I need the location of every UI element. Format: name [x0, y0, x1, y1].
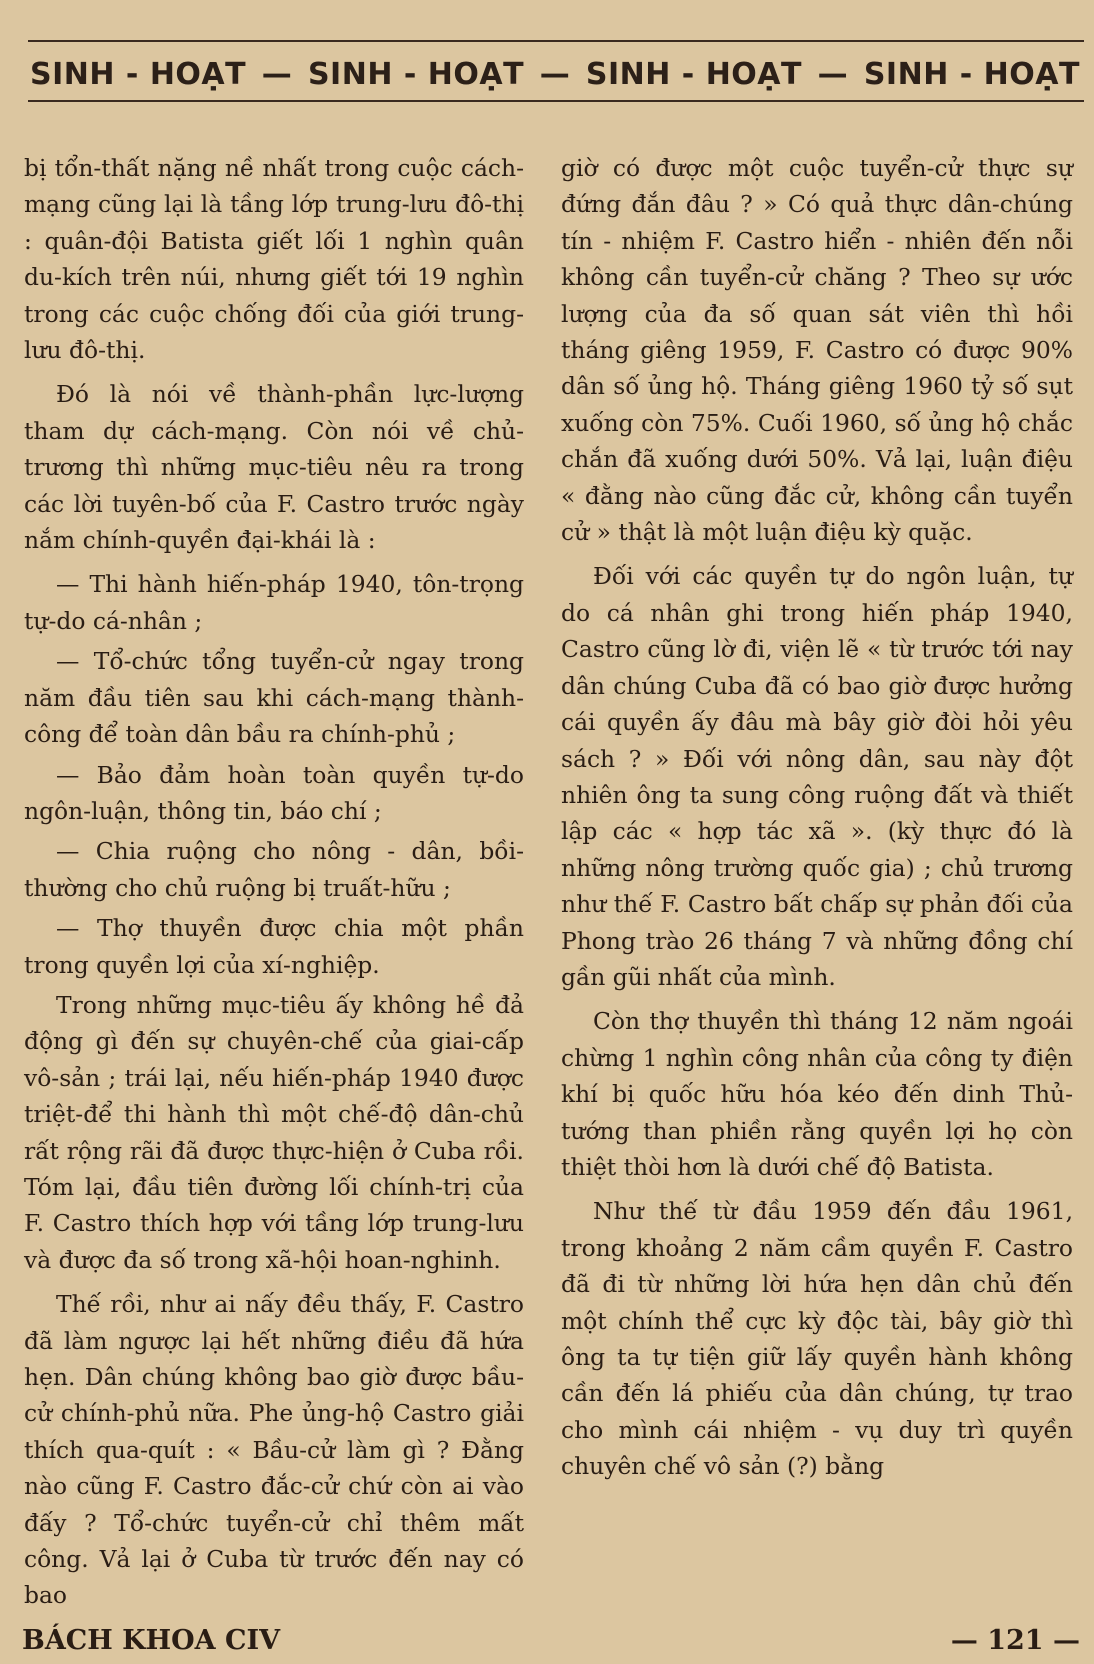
header-top-rule	[28, 40, 1084, 42]
paragraph: Thế rồi, như ai nấy đều thấy, F. Castro đã làm ngược lại hết những điều đã hứa hẹn. Dân chúng không bao giờ được bầu-cử chính-phủ nữa. Phe ủng-hộ Castro giải thích qua-quít : « Bầu-cử làm gì ? Đằng nào cũng F. Castro đắc-cử chứ còn ai vào đấy ? Tổ-chức tuyển-cử chỉ thêm mất công. Vả lại ở Cuba từ trước đến nay có bao	[24, 1290, 524, 1610]
paragraph: Đối với các quyền tự do ngôn luận, tự do cá nhân ghi trong hiến pháp 1940, Castro cũng lờ đi, viện lẽ « từ trước tới nay dân chúng Cuba đã có bao giờ được hưởng cái quyền ấy đâu mà bây giờ đòi hỏi yêu sách ? » Đối với nông dân, sau này đột nhiên ông ta sung công ruộng đất và thiết lập các « hợp tác xã ». (kỳ thực đó là những nông trường quốc gia) ; chủ trương như thế F. Castro bất chấp sự phản đối của Phong trào 26 tháng 7 và những đồng chí gần gũi nhất của mình.	[561, 562, 1073, 991]
list-item: — Tổ-chức tổng tuyển-cử ngay trong năm đầu tiên sau khi cách-mạng thành-công để toàn dân bầu ra chính-phủ ;	[24, 647, 524, 749]
list-item: — Chia ruộng cho nông - dân, bồi-thường cho chủ ruộng bị truất-hữu ;	[24, 837, 524, 902]
publication-name: BÁCH KHOA CIV	[22, 1624, 281, 1656]
right-column	[561, 150, 1073, 1493]
running-header	[30, 48, 1080, 100]
page-number: — 121 —	[950, 1624, 1080, 1656]
list-item: — Thi hành hiến-pháp 1940, tôn-trọng tự-do cá-nhân ;	[24, 570, 524, 635]
header-separator: —	[261, 56, 293, 92]
list-item: — Bảo đảm hoàn toàn quyền tự-do ngôn-luận, thông tin, báo chí ;	[24, 760, 524, 825]
header-item: SINH - HOẠT	[585, 56, 802, 92]
header-separator: —	[539, 56, 571, 92]
header-item: SINH - HOẠT	[30, 56, 247, 92]
header-item: SINH - HOẠT	[863, 56, 1080, 92]
header-bottom-rule	[28, 100, 1084, 102]
header-separator: —	[817, 56, 849, 92]
paragraph: Trong những mục-tiêu ấy không hề đả động gì đến sự chuyên-chế của giai-cấp vô-sản ; trái lại, nếu hiến-pháp 1940 được triệt-để thi hành thì một chế-độ dân-chủ rất rộng rãi đã được thực-hiện ở Cuba rồi. Tóm lại, đầu tiên đường lối chính-trị của F. Castro thích hợp với tầng lớp trung-lưu và được đa số trong xã-hội hoan-nghinh.	[24, 990, 524, 1274]
page-footer	[22, 1622, 1080, 1658]
list-item: — Thợ thuyền được chia một phần trong quyền lợi của xí-nghiệp.	[24, 914, 524, 979]
paragraph: bị tổn-thất nặng nề nhất trong cuộc cách-mạng cũng lại là tầng lớp trung-lưu đô-thị : quân-đội Batista giết lối 1 nghìn quân du-kích trên núi, nhưng giết tới 19 nghìn trong các cuộc chống đối của giới trung-lưu đô-thị.	[24, 154, 524, 365]
header-item: SINH - HOẠT	[307, 56, 525, 92]
paragraph: giờ có được một cuộc tuyển-cử thực sự đứng đắn đâu ? » Có quả thực dân-chúng tín - nhiệm F. Castro hiển - nhiên đến nỗi không cần tuyển-cử chăng ? Theo sự ước lượng của đa số quan sát viên thì hồi tháng giêng 1959, F. Castro có được 90% dân số ủng hộ. Tháng giêng 1960 tỷ số sụt xuống còn 75%. Cuối 1960, số ủng hộ chắc chắn đã xuống dưới 50%. Vả lại, luận điệu « đằng nào cũng đắc cử, không cần tuyển cử » thật là một luận điệu kỳ quặc.	[561, 154, 1073, 547]
paragraph: Như thế từ đầu 1959 đến đầu 1961, trong khoảng 2 năm cầm quyền F. Castro đã đi từ những lời hứa hẹn dân chủ đến một chính thể cực kỳ độc tài, bây giờ thì ông ta tự tiện giữ lấy quyền hành không cần đến lá phiếu của dân chúng, tự trao cho mình cái nhiệm - vụ duy trì quyền chuyên chế vô sản (?) bằng	[561, 1197, 1073, 1481]
paragraph: Đó là nói về thành-phần lực-lượng tham dự cách-mạng. Còn nói về chủ-trương thì những mục-tiêu nêu ra trong các lời tuyên-bố của F. Castro trước ngày nắm chính-quyền đại-khái là :	[24, 380, 524, 555]
paragraph: Còn thợ thuyền thì tháng 12 năm ngoái chừng 1 nghìn công nhân của công ty điện khí bị quốc hữu hóa kéo đến dinh Thủ-tướng than phiền rằng quyền lợi họ còn thiệt thòi hơn là dưới chế độ Batista.	[561, 1007, 1073, 1181]
left-column	[24, 150, 524, 1622]
